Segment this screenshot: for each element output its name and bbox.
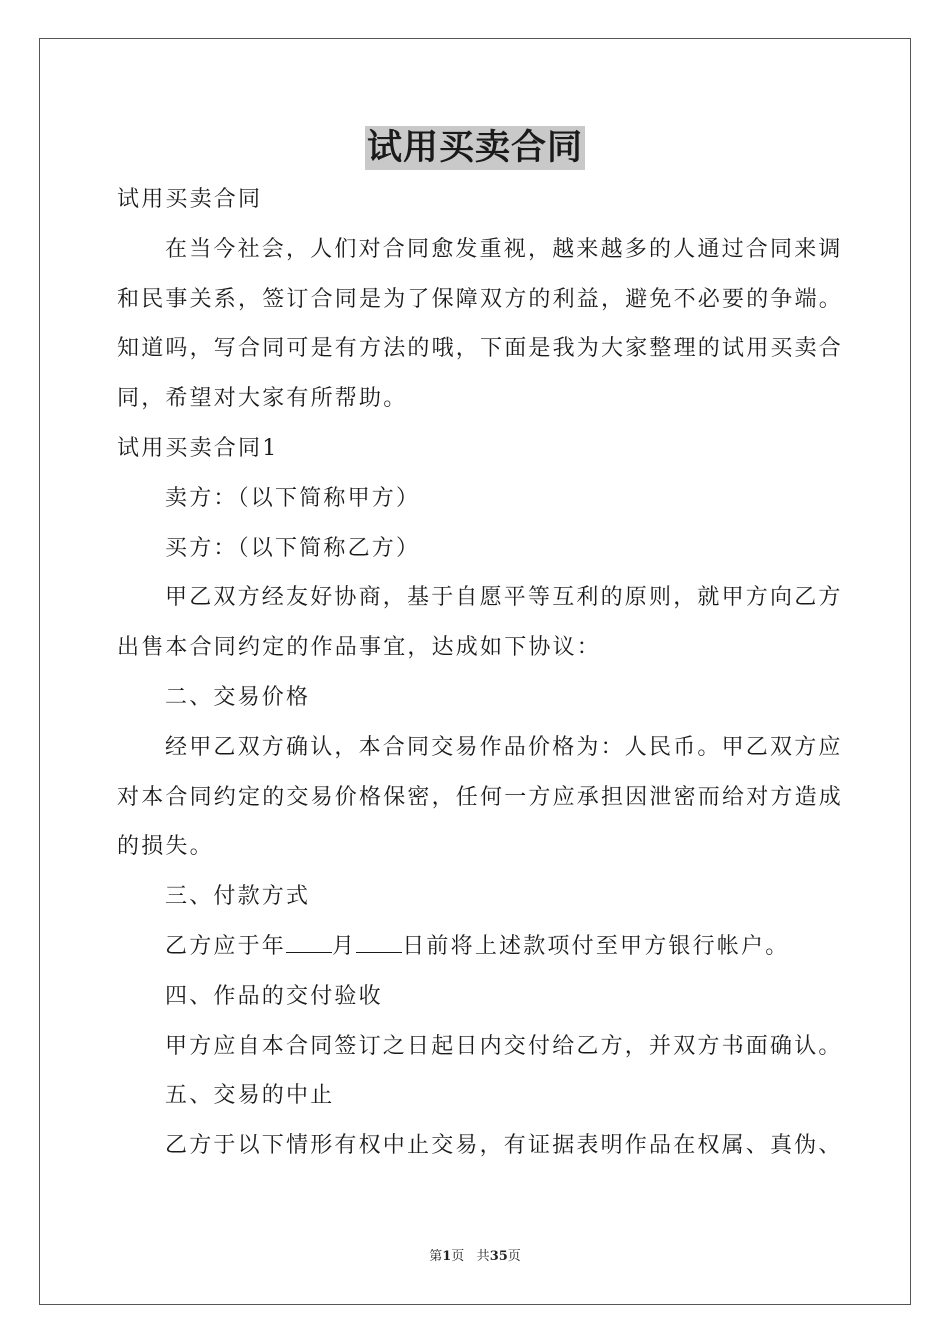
- paragraph-line: [117, 922, 833, 972]
- document-body: [117, 175, 844, 1171]
- paragraph-line: 甲方应自本合同签订之日起日内交付给乙方，并双方书面确认。: [165, 1033, 843, 1059]
- paragraph-line: 在当今社会，人们对合同愈发重视，越来越多的人通过合同来调: [165, 236, 843, 262]
- paragraph-line: 五、交易的中止: [165, 1083, 335, 1109]
- paragraph-line: 出售本合同约定的作品事宜，达成如下协议：: [117, 635, 602, 661]
- footer-page-number: 1: [442, 1249, 452, 1264]
- footer-total-suffix: 页: [507, 1249, 521, 1264]
- paragraph-line: 和民事关系，签订合同是为了保障双方的利益，避免不必要的争端。: [117, 286, 844, 312]
- document-title: 试用买卖合同: [366, 127, 583, 168]
- paragraph-line: 甲乙双方经友好协商，基于自愿平等互利的原则，就甲方向乙方: [165, 585, 843, 611]
- paragraph-line: 试用买卖合同1: [117, 435, 279, 461]
- payment-text-2: 月: [332, 933, 357, 959]
- footer-total-prefix: 共: [476, 1249, 490, 1264]
- payment-text-1: 乙方应于年: [165, 933, 287, 959]
- paragraph-line: 四、作品的交付验收: [165, 983, 383, 1009]
- paragraph-line: 二、交易价格: [165, 684, 311, 710]
- footer-prefix: 第: [429, 1249, 443, 1264]
- payment-text-3: 日前将上述款项付至甲方银行帐户。: [402, 933, 790, 959]
- page-footer: [0, 1249, 950, 1265]
- footer-page-suffix: 页: [451, 1249, 465, 1264]
- paragraph-line: 试用买卖合同: [117, 187, 263, 212]
- paragraph-line: 乙方于以下情形有权中止交易，有证据表明作品在权属、真伪、: [165, 1133, 843, 1159]
- title-container: [0, 126, 950, 170]
- paragraph-line: 对本合同约定的交易价格保密，任何一方应承担因泄密而给对方造成: [117, 784, 844, 810]
- paragraph-line: 经甲乙双方确认，本合同交易作品价格为：人民币。甲乙双方应: [165, 734, 843, 760]
- footer-total-pages: 35: [489, 1249, 508, 1264]
- blank-field-day: [356, 932, 402, 953]
- paragraph-line: 的损失。: [117, 834, 214, 860]
- paragraph-line: 同，希望对大家有所帮助。: [117, 386, 408, 412]
- paragraph-line: 知道吗，写合同可是有方法的哦，下面是我为大家整理的试用买卖合: [117, 336, 844, 362]
- paragraph-line: 卖方：（以下简称甲方）: [165, 485, 421, 511]
- paragraph-line: 买方：（以下简称乙方）: [165, 535, 421, 561]
- blank-field-month: [286, 932, 332, 953]
- paragraph-line: 三、付款方式: [165, 884, 311, 910]
